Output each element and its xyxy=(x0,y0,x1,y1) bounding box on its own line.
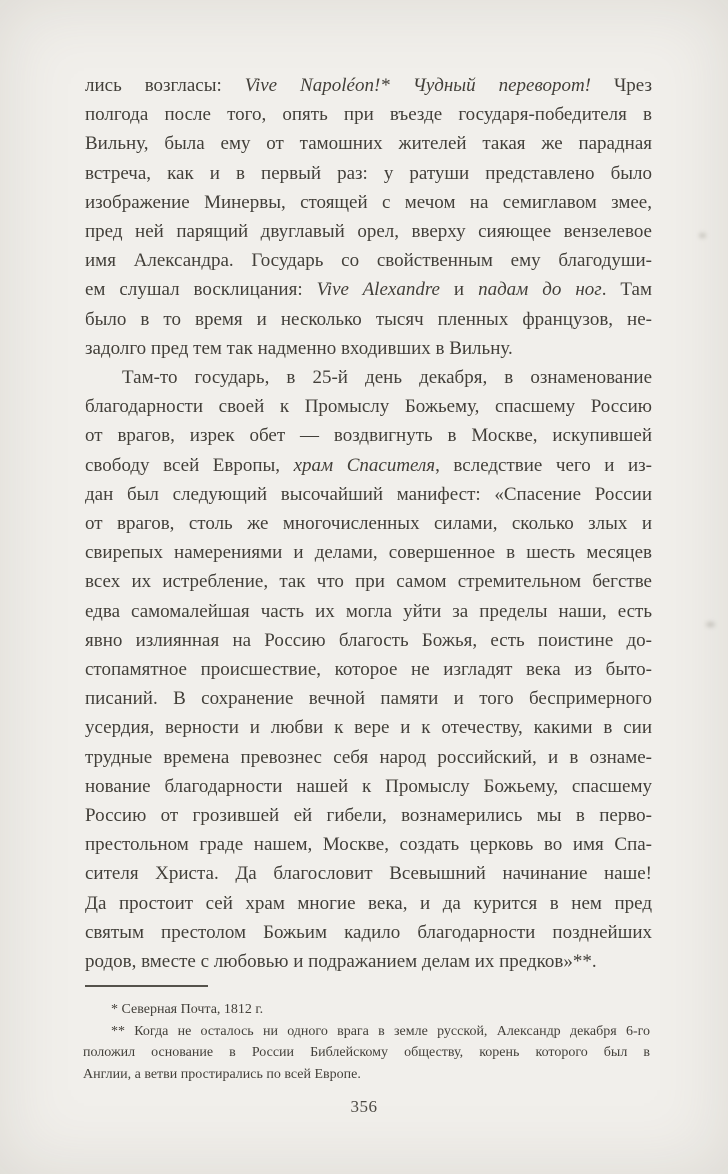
footnotes xyxy=(83,999,650,1086)
text-line xyxy=(85,305,652,334)
text-segment: Да простоит сей храм многие века, и да курится в нем пред xyxy=(85,892,652,914)
text-segment: от врагов, столь же многочисленных силами, сколько злых и xyxy=(85,513,652,535)
footnote-separator xyxy=(85,985,208,987)
text-segment: писаний. В сохранение вечной памяти и того беспримерного xyxy=(85,688,652,710)
text-segment: свободу всей Европы, xyxy=(85,454,294,476)
text-line xyxy=(85,567,652,596)
text-segment: всех их истребление, так что при самом стремительном бегстве xyxy=(85,571,652,593)
text-segment: дан был следующий высочайший манифест: «Спасение России xyxy=(85,483,652,505)
italic-text: падам до ног xyxy=(478,279,602,301)
text-line xyxy=(85,743,652,772)
text-line xyxy=(85,801,652,830)
text-segment: имя Александра. Государь со свойственным ему благодуши- xyxy=(85,250,652,272)
text-line xyxy=(85,480,652,509)
text-segment: трудные времена превознес себя народ российский, и в ознаме- xyxy=(85,746,652,768)
text-segment: задолго пред тем так надменно входивших в Вильну. xyxy=(85,337,513,359)
text-line xyxy=(85,71,652,100)
text-segment: свирепых намерениями и делами, совершенное в шесть месяцев xyxy=(85,542,652,564)
text-line xyxy=(85,100,652,129)
text-segment: было в то время и несколько тысяч пленных французов, не- xyxy=(85,308,652,330)
text-segment: благодарности своей к Промыслу Божьему, спасшему Россию xyxy=(85,396,652,418)
text-line xyxy=(85,363,652,392)
text-segment: Там-то государь, в 25-й день декабря, в ознаменование xyxy=(122,367,652,389)
text-segment: и xyxy=(439,279,479,301)
text-line xyxy=(85,626,652,655)
text-segment: явно излиянная на Россию благость Божья, есть поистине до- xyxy=(85,629,652,651)
text-line xyxy=(85,538,652,567)
scan-artifact xyxy=(699,233,706,238)
text-line xyxy=(85,392,652,421)
text-segment: Россию от грозившей ей гибели, вознамерились мы в перво- xyxy=(85,805,652,827)
text-segment xyxy=(390,75,413,96)
text-segment: ** Когда не осталось ни одного врага в земле русской, Александр декабря 6-го xyxy=(111,1023,650,1039)
text-line xyxy=(85,772,652,801)
scan-artifact xyxy=(706,622,715,627)
text-segment: пред ней парящий двуглавый орел, вверху сияющее вензелевое xyxy=(85,221,652,243)
text-line xyxy=(85,918,652,947)
text-segment: изображение Минервы, стоящей с мечом на семиглавом змее, xyxy=(85,191,652,213)
text-segment: родов, вместе с любовью и подражанием делам их предков»**. xyxy=(85,951,597,973)
text-line xyxy=(85,713,652,742)
text-segment: усердия, верности и любви к вере и к отечеству, какими в сии xyxy=(85,717,652,739)
text-segment: , вследствие чего и из- xyxy=(435,454,652,476)
page-number: 356 xyxy=(350,1097,378,1116)
italic-text: Vive Napoléon!* xyxy=(244,75,390,96)
text-line xyxy=(85,859,652,888)
text-segment: . Там xyxy=(601,279,653,301)
text-line xyxy=(85,830,652,859)
text-segment: едва самомалейшая часть их могла уйти за пределы наши, есть xyxy=(85,600,652,622)
text-segment: * Северная Почта, 1812 г. xyxy=(111,1002,264,1017)
text-segment: встреча, как и в первый раз: у ратуши представлено было xyxy=(85,162,652,184)
text-line xyxy=(85,684,652,713)
text-line xyxy=(85,159,652,188)
text-line xyxy=(85,188,652,217)
text-line xyxy=(85,889,652,918)
text-line xyxy=(85,129,652,158)
text-segment: стопамятное происшествие, которое не изгладят века из быто- xyxy=(85,659,652,681)
text-segment: Чрез xyxy=(591,75,652,96)
text-line xyxy=(83,1042,650,1064)
text-line xyxy=(83,1064,650,1086)
text-segment: Англии, а ветви простирались по всей Европе. xyxy=(83,1067,361,1083)
page-body-text xyxy=(85,71,652,976)
text-line xyxy=(85,217,652,246)
text-line xyxy=(85,246,652,275)
text-line xyxy=(83,1021,650,1043)
footnote xyxy=(83,999,650,1021)
text-line xyxy=(85,655,652,684)
text-segment: ем слушал восклицания: xyxy=(85,279,317,301)
text-line xyxy=(85,275,652,304)
text-line xyxy=(85,451,652,480)
text-segment: сителя Христа. Да благословит Всевышний начинание наше! xyxy=(85,863,652,885)
paragraph xyxy=(85,363,652,976)
text-segment: престольном граде нашем, Москве, создать церковь во имя Спа- xyxy=(85,834,652,856)
text-segment: нование благодарности нашей к Промыслу Божьему, спасшему xyxy=(85,775,652,797)
italic-text: Vive Alexandre xyxy=(316,279,440,301)
text-line xyxy=(85,334,652,363)
text-segment: Вильну, была ему от тамошних жителей такая же парадная xyxy=(85,133,652,155)
text-segment: святым престолом Божьим кадило благодарности позднейших xyxy=(85,921,652,943)
text-segment: лись возгласы: xyxy=(85,75,245,96)
text-segment: от врагов, изрек обет — воздвигнуть в Москве, искупившей xyxy=(85,425,652,447)
text-line xyxy=(85,421,652,450)
italic-text: храм Спасителя xyxy=(293,454,436,476)
text-segment: полгода после того, опять при въезде государя-победителя в xyxy=(85,104,652,126)
paragraph xyxy=(85,71,652,363)
italic-text: Чудный переворот! xyxy=(412,75,591,96)
text-line xyxy=(85,509,652,538)
text-line xyxy=(85,597,652,626)
text-line xyxy=(83,999,650,1021)
text-line xyxy=(85,947,652,976)
text-segment: положил основание в России Библейскому обществу, корень которого был в xyxy=(83,1045,650,1061)
footnote xyxy=(83,1021,650,1086)
